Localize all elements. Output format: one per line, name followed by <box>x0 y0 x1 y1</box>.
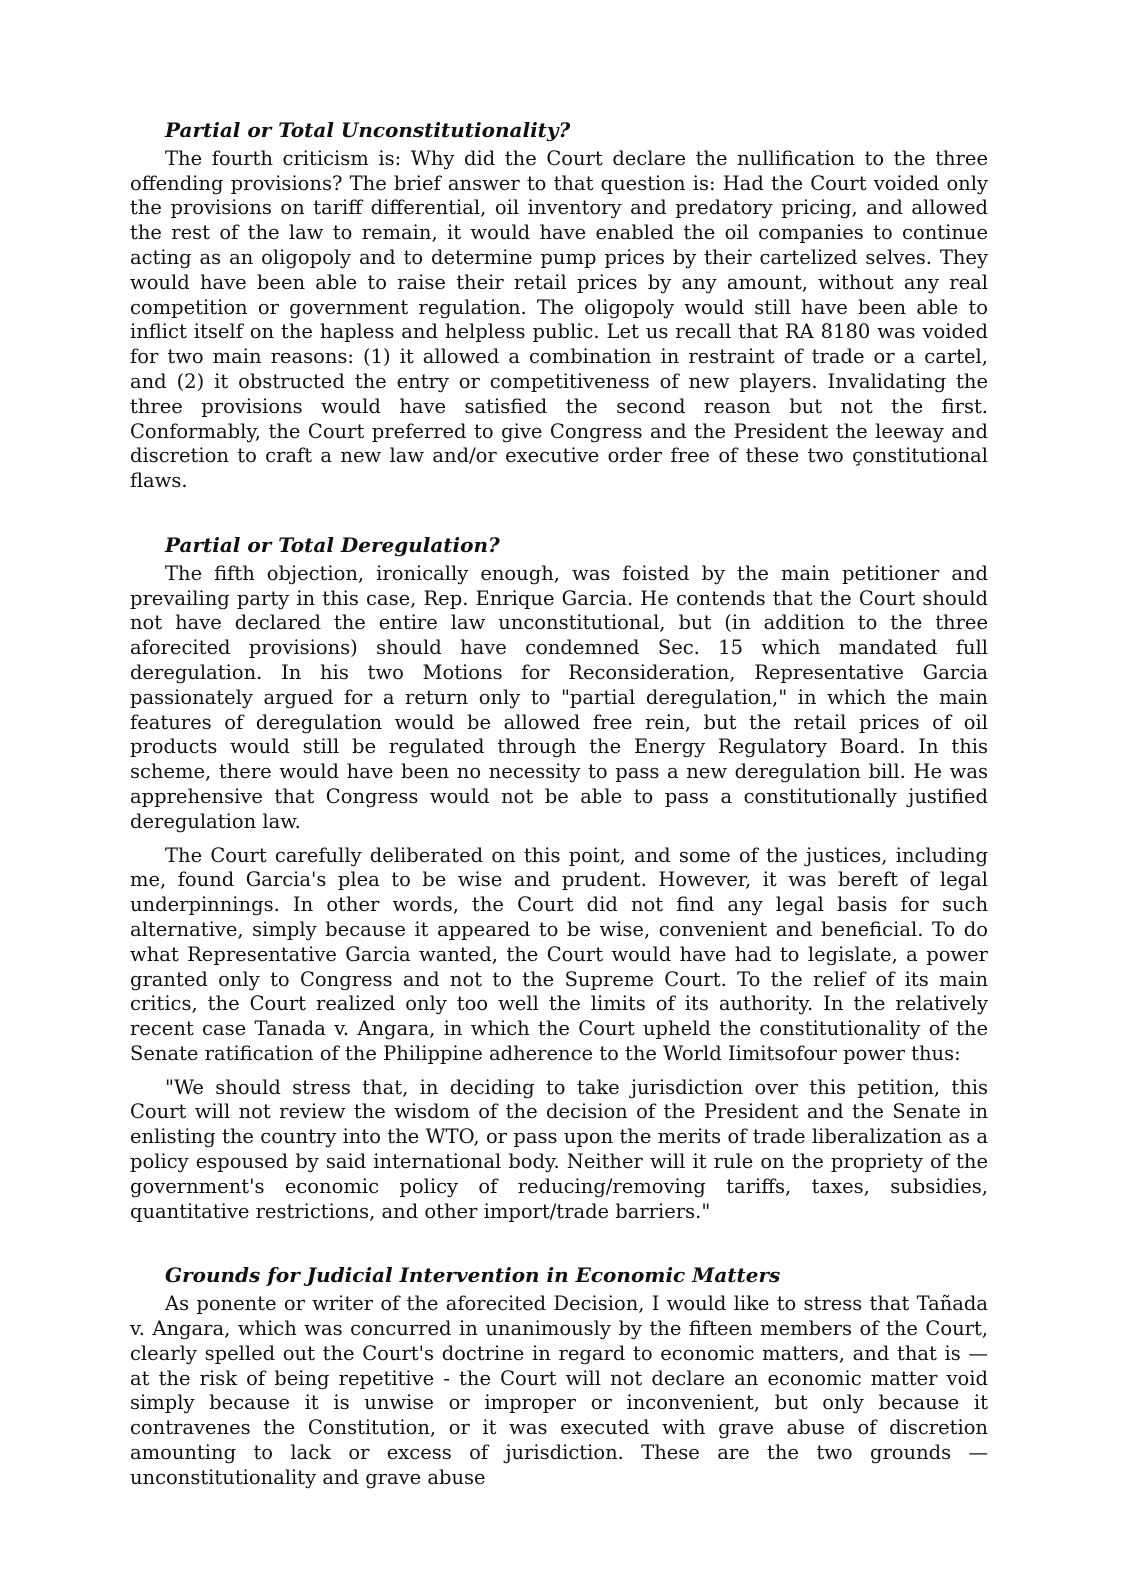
document-page <box>130 118 988 1500</box>
section-heading: Partial or Total Unconstitutionality? <box>165 118 571 142</box>
quoted-paragraph: "We should stress that, in deciding to take jurisdiction over this petition, this Court will not review the wisdom of the decision of the President and the Senate in enlisting the country into the WTO, or pass upon the merits of trade liberalization as a policy espoused by said international body. Neither will it rule on the propriety of the government's economic policy of reducing/removing tariffs, taxes, subsidies, quantitative restrictions, and other import/trade barriers." <box>130 1075 988 1223</box>
section-grounds-for-judicial-intervention <box>130 1263 988 1490</box>
paragraph: As ponente or writer of the aforecited Decision, I would like to stress that Tañada v. Angara, which was concurred in unanimously by the fifteen members of the Court, clearly spelled out the Court's doctrine in regard to economic matters, and that is — at the risk of being repetitive - the Court will not declare an economic matter void simply because it is unwise or improper or inconvenient, but only because it contravenes the Constitution, or it was executed with grave abuse of discretion amounting to lack or excess of jurisdiction. These are the two grounds — unconstitutionality and grave abuse <box>130 1292 988 1489</box>
paragraph: The fifth objection, ironically enough, was foisted by the main petitioner and prevailing party in this case, Rep. Enrique Garcia. He contends that the Court should not have declared the entire law unconstitutional, but (in addition to the three aforecited provisions) should have condemned Sec. 15 which mandated full deregulation. In his two Motions for Reconsideration, Representative Garcia passionately argued for a return only to "partial deregulation," in which the main features of deregulation would be allowed free rein, but the retail prices of oil products would still be regulated through the Energy Regulatory Board. In this scheme, there would have been no necessity to pass a new deregulation bill. He was apprehensive that Congress would not be able to pass a constitutionally justified deregulation law. <box>130 561 988 833</box>
section-heading: Partial or Total Deregulation? <box>165 532 500 557</box>
section-partial-or-total-deregulation <box>130 533 988 1225</box>
section-heading: Grounds for Judicial Intervention in Economic Matters <box>165 1263 781 1288</box>
paragraph: The fourth criticism is: Why did the Court declare the nullification to the three offending provisions? The brief answer to that question is: Had the Court voided only the provisions on tariff differential, oil inventory and predatory pricing, and allowed the rest of the law to remain, it would have enabled the oil companies to continue acting as an oligopoly and to determine pump prices by their cartelized selves. They would have been able to raise their retail prices by any amount, without any real competition or government regulation. The oligopoly would still have been able to inflict itself on the hapless and helpless public. Let us recall that RA 8180 was voided for two main reasons: (1) it allowed a combination in restraint of trade or a cartel, and (2) it obstructed the entry or competitiveness of new players. Invalidating the three provisions would have satisfied the second reason but not the first. Conformably, the Court preferred to give Congress and the President the leeway and discretion to craft a new law and/or executive order free of these two çonstitutional flaws. <box>130 146 988 493</box>
section-spacer <box>130 503 988 533</box>
section-spacer <box>130 1233 988 1263</box>
section-partial-or-total-unconstitutionality <box>130 118 988 494</box>
paragraph: The Court carefully deliberated on this point, and some of the justices, including me, found Garcia's plea to be wise and prudent. However, it was bereft of legal underpinnings. In other words, the Court did not find any legal basis for such alternative, simply because it appeared to be wise, convenient and beneficial. To do what Representative Garcia wanted, the Court would have had to legislate, a power granted only to Congress and not to the Supreme Court. To the relief of its main critics, the Court realized only too well the limits of its authority. In the relatively recent case Tanada v. Angara, in which the Court upheld the constitutionality of the Senate ratification of the Philippine adherence to the World Iimitsofour power thus: <box>130 843 988 1065</box>
